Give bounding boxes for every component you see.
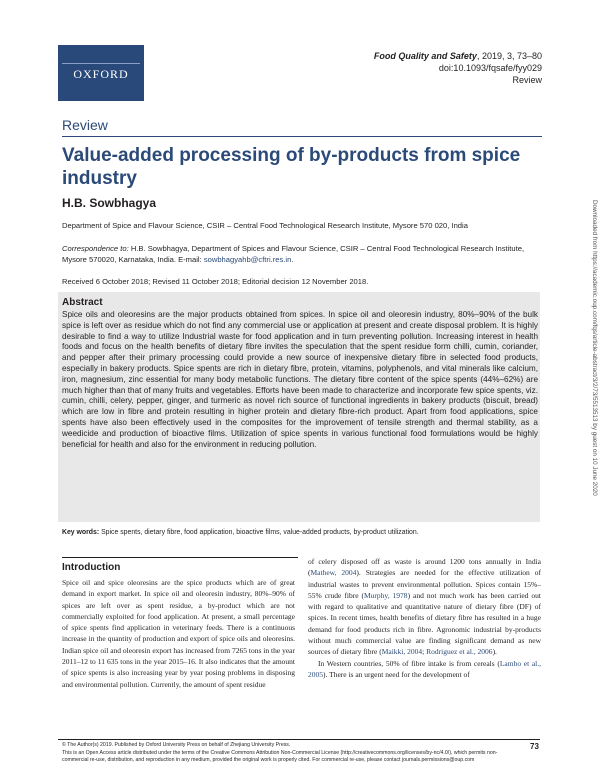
article-dates: Received 6 October 2018; Revised 11 October 2018; Editorial decision 12 November 2018. [62, 277, 369, 286]
keywords-label: Key words: [62, 529, 100, 536]
text-segment: ) and not much work has been carried out with regard to qualitative and quantitative nature of dietary fibre (DF) of spices. In recent times, health benefits of dietary fibre has resulted in a huge demand for food products rich in fibre. Agronomic industrial by-products without much commercial value are finding significant demand as new sources of dietary fibre ( [308, 590, 541, 657]
correspondence [62, 243, 542, 265]
article-title: Value-added processing of by-products from spice industry [62, 145, 521, 189]
page-number: 73 [530, 742, 539, 751]
citation-link[interactable]: Maikki, 2004 [381, 647, 423, 657]
license-text: This is an Open Access article distributed under the terms of the Creative Commons Attribution Non-Commercial License (http://creativecommons.org/licenses/by-nc/4.0/), which permits non-commercial re-use, distribution, and reproduction in any medium, provided the original work is properly cited. For commercial re-use, please contact journals.permissions@oup.com [62, 749, 498, 764]
text-segment: In Western countries, 50% of fibre intake is from cereals ( [318, 658, 500, 668]
intro-divider [62, 557, 298, 558]
footer-divider [58, 739, 540, 740]
section-label: Review [62, 117, 108, 133]
title-divider [62, 136, 542, 137]
journal-citation [374, 50, 542, 62]
text-segment: of celery disposed off as waste is around 1200 tons annually in India ( [308, 557, 541, 578]
citation-link[interactable]: Lambo et al., 2005 [308, 658, 541, 679]
affiliation: Department of Spice and Flavour Science, CSIR – Central Food Technological Research Institute, Mysore 570 020, India [62, 221, 468, 230]
abstract-heading: Abstract [62, 297, 103, 308]
intro-paragraph-2 [308, 658, 541, 681]
citation-link[interactable]: Rodriguez et al., 2006 [426, 647, 493, 657]
intro-paragraph-1: Spice oil and spice oleoresins are the spice products which are of great demand in export market. In spice oil and oleoresin industry, 80%–90% of spices are left over as spent residue, a by-product which are not commercially exploited for food application. At present, a small percentage of spice spents find application in veterinary feeds. There is a continuous increase in the quantity of production and export of spice oils and oleoresins. Indian spice oil and oleoresin export has increased from 7265 tons in the year 2011–12 to 11 635 tons in the year 2015–16. It also indicates that the amount of spice spents is also increasing year by year posing problems in disposing and environmental pollution. Currently, the amount of spent residue [62, 578, 295, 689]
correspondence-label: Correspondence to: [62, 244, 129, 253]
keywords [62, 529, 538, 536]
logo-divider [62, 63, 140, 64]
journal-meta [374, 50, 542, 86]
correspondence-end: . [291, 255, 294, 264]
article-type: Review [512, 75, 542, 85]
email-link[interactable]: sowbhagyahb@cftri.res.in [203, 255, 292, 264]
logo-text: OXFORD [73, 67, 129, 81]
text-segment: ; [422, 647, 427, 657]
intro-paragraph-1-cont [308, 556, 541, 658]
oxford-logo [58, 45, 144, 101]
text-segment: ). There is an urgent need for the development of [323, 669, 470, 679]
citation-link[interactable]: Murphy, 1978 [364, 590, 408, 600]
journal-name[interactable]: Food Quality and Safety [373, 51, 477, 61]
download-note-text: Downloaded from https://academic.oup.com/fqs/article-abstract/3/2/73/5513513 by guest on 10 June 2020 [591, 200, 598, 496]
footer-license [62, 742, 502, 765]
author-name[interactable]: H.B. Sowbhagya [62, 196, 157, 210]
text-segment: ). [492, 647, 497, 657]
keywords-text: Spice spents, dietary fibre, food application, bioactive films, value-added products, by-product utilization. [99, 529, 419, 536]
introduction-heading: Introduction [62, 562, 121, 573]
journal-doi[interactable]: doi:10.1093/fqsafe/fyy029 [438, 63, 542, 73]
text-segment: ). Strategies are needed for the effective utilization of industrial wastes to prevent environmental pollution. Spices contain 15%–55% crude fibre ( [308, 568, 542, 600]
body-column-right [308, 556, 541, 680]
copyright-line: © The Author(s) 2019. Published by Oxford University Press on behalf of Zhejiang University Press. [62, 742, 291, 748]
download-watermark [588, 200, 600, 600]
citation-link[interactable]: Mathew, 2004 [310, 568, 357, 578]
abstract-text: Spice oils and oleoresins are the major products obtained from spices. In spice oil and oleoresin industry, 80%–90% of the bulk spice is left over as residue which do not find any commercial use or application at present and create disposal problem. It is highly desirable to find a way to utilize Industrial waste for food application and in turn preventing pollution. Increasing interest in health foods and focus on the health benefits of dietary fibre invites the speculation that the spent residue form chilli, cumin, coriander, and pepper after their primary processing could provide a new source of inexpensive dietary fibre in selected food products, especially in bakery products. Spice spents are rich in dietary fibre, protein, vitamins, polyphenols, and vital minerals like calcium, iron, magnesium, zinc essential for many body metabolic functions. The dietary fibre content of the spice spents (44%–62%) are much higher than that of many fruits and vegetables. Efforts have been made to characterize and incorporate few spice spents, viz. cumin, chilli, celery, pepper, ginger, and turmeric as novel rich source of functional ingredients in bakery products (biscuit, bread) which are low in fibre and protein resulting in higher protein and dietary fibre-rich product. Apart from food applications, spice spents have also been effectively used in the composites for the improvement of tensile strength and thermal stability, as a weedicide and production of bioactive films. Utilization of spice spents in various functional food formulations would be highly beneficial for health and also for the environment in reducing pollution. [62, 310, 538, 449]
body-column-left [62, 577, 295, 690]
journal-volume: , 2019, 3, 73–80 [476, 51, 542, 61]
correspondence-text: H.B. Sowbhagya, Department of Spices and Flavour Science, CSIR – Central Food Technological Research Institute, Mysore 570020, Karnataka, India. E-mail: [62, 244, 525, 264]
